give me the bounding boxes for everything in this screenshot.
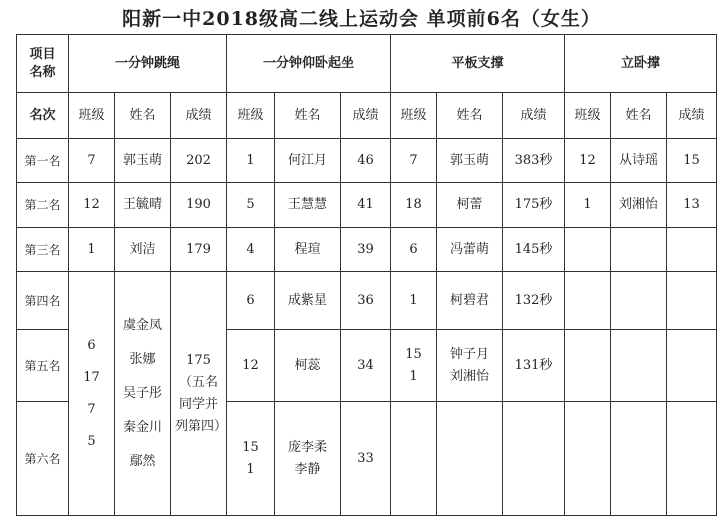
cell: 王毓晴 (115, 183, 171, 228)
cell (565, 228, 611, 272)
cell: 15 (667, 139, 717, 183)
cell: 12 (227, 330, 275, 402)
cell (565, 272, 611, 330)
cell: 从诗瑶 (611, 139, 667, 183)
cell: 1 (391, 272, 437, 330)
page-title: 阳新一中2018级高二线上运动会 单项前6名（女生） (122, 8, 601, 30)
cell (667, 330, 717, 402)
cell: 冯蕾萌 (437, 228, 503, 272)
rank-cell: 第五名 (17, 330, 69, 402)
rank-cell: 第一名 (17, 139, 69, 183)
col-name: 姓名 (115, 93, 171, 139)
rank-header: 名次 (17, 93, 69, 139)
cell (391, 402, 437, 516)
cell: 12 (565, 139, 611, 183)
cell: 145秒 (503, 228, 565, 272)
col-class: 班级 (69, 93, 115, 139)
col-score: 成绩 (341, 93, 391, 139)
cell: 12 (69, 183, 115, 228)
cell: 1 (69, 228, 115, 272)
cell: 41 (341, 183, 391, 228)
cell: 刘洁 (115, 228, 171, 272)
cell: 刘湘怡 (611, 183, 667, 228)
cell: 1 (227, 139, 275, 183)
cell (611, 402, 667, 516)
group-rope-skipping: 一分钟跳绳 (69, 35, 227, 93)
tied-classes-cell: 6 17 7 5 (69, 272, 115, 516)
cell: 179 (171, 228, 227, 272)
cell: 132秒 (503, 272, 565, 330)
cell (565, 402, 611, 516)
results-table (16, 34, 717, 516)
cell (437, 402, 503, 516)
cell: 15 1 (227, 402, 275, 516)
group-burpee: 立卧撑 (565, 35, 717, 93)
cell: 7 (391, 139, 437, 183)
col-class: 班级 (391, 93, 437, 139)
cell (611, 228, 667, 272)
cell: 成紫星 (275, 272, 341, 330)
cell: 39 (341, 228, 391, 272)
group-situps: 一分钟仰卧起坐 (227, 35, 391, 93)
column-header-row (17, 93, 717, 139)
group-header-row (17, 35, 717, 93)
table-row (17, 183, 717, 228)
cell: 钟子月 刘湘怡 (437, 330, 503, 402)
cell: 6 (391, 228, 437, 272)
cell: 4 (227, 228, 275, 272)
col-score: 成绩 (503, 93, 565, 139)
cell: 13 (667, 183, 717, 228)
cell: 131秒 (503, 330, 565, 402)
cell: 175秒 (503, 183, 565, 228)
cell: 36 (341, 272, 391, 330)
table-row (17, 272, 717, 330)
cell: 何江月 (275, 139, 341, 183)
cell: 1 (565, 183, 611, 228)
cell: 7 (69, 139, 115, 183)
cell (503, 402, 565, 516)
col-class: 班级 (227, 93, 275, 139)
cell: 柯蕾 (437, 183, 503, 228)
cell (565, 330, 611, 402)
cell: 190 (171, 183, 227, 228)
tied-score-cell: 175（五名同学并列第四） (171, 272, 227, 516)
table-row (17, 139, 717, 183)
cell: 383秒 (503, 139, 565, 183)
rank-cell: 第六名 (17, 402, 69, 516)
group-plank: 平板支撑 (391, 35, 565, 93)
col-class: 班级 (565, 93, 611, 139)
cell: 程瑄 (275, 228, 341, 272)
cell: 6 (227, 272, 275, 330)
table-row (17, 228, 717, 272)
cell: 王慧慧 (275, 183, 341, 228)
col-name: 姓名 (437, 93, 503, 139)
cell (667, 402, 717, 516)
cell (611, 330, 667, 402)
col-name: 姓名 (611, 93, 667, 139)
cell (667, 272, 717, 330)
cell: 33 (341, 402, 391, 516)
item-name-header: 项目 名称 (17, 35, 69, 93)
cell: 柯蕊 (275, 330, 341, 402)
cell: 郭玉萌 (115, 139, 171, 183)
rank-cell: 第二名 (17, 183, 69, 228)
cell: 202 (171, 139, 227, 183)
cell: 46 (341, 139, 391, 183)
cell: 18 (391, 183, 437, 228)
cell: 柯碧君 (437, 272, 503, 330)
rank-cell: 第四名 (17, 272, 69, 330)
cell: 郭玉萌 (437, 139, 503, 183)
cell: 5 (227, 183, 275, 228)
tied-names-cell: 虞金凤 张娜 吴子彤 秦金川 鄢然 (115, 272, 171, 516)
cell (611, 272, 667, 330)
cell: 34 (341, 330, 391, 402)
col-score: 成绩 (667, 93, 717, 139)
cell: 15 1 (391, 330, 437, 402)
cell: 庞李柔 李静 (275, 402, 341, 516)
col-score: 成绩 (171, 93, 227, 139)
col-name: 姓名 (275, 93, 341, 139)
cell (667, 228, 717, 272)
rank-cell: 第三名 (17, 228, 69, 272)
